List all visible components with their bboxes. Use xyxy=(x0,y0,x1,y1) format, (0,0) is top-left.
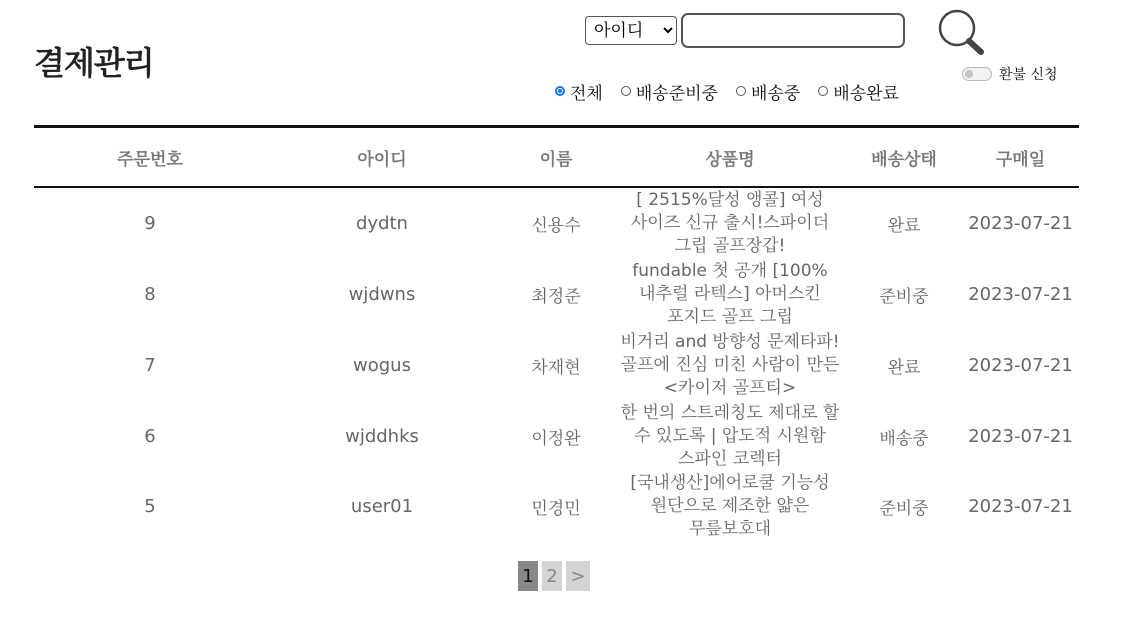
radio-delivered[interactable] xyxy=(818,86,828,96)
magnifier-icon xyxy=(933,8,985,56)
order-no-cell: 7 xyxy=(144,355,156,376)
name-cell: 민경민 xyxy=(531,499,581,519)
radio-shipping[interactable] xyxy=(736,86,746,96)
col-status: 배송상태 xyxy=(846,127,962,188)
order-no-cell: 8 xyxy=(144,284,156,305)
product-cell: [국내생산]에어로쿨 기능성 원단으로 제조한 얇은 무릎보호대 xyxy=(630,473,830,539)
refund-toggle[interactable] xyxy=(962,64,1058,84)
orders-table xyxy=(34,125,1079,541)
user-id-cell: dydtn xyxy=(356,213,408,234)
filter-shipping[interactable] xyxy=(736,79,800,104)
page-title: 결제관리 xyxy=(34,44,154,82)
status-cell: 완료 xyxy=(887,216,921,236)
date-cell: 2023-07-21 xyxy=(968,496,1073,517)
date-cell: 2023-07-21 xyxy=(968,426,1073,447)
page-2-button[interactable]: 2 xyxy=(542,561,562,591)
table-header-row xyxy=(34,127,1079,188)
date-cell: 2023-07-21 xyxy=(968,213,1073,234)
col-date: 구매일 xyxy=(962,127,1079,188)
product-cell: 비거리 and 방향성 문제타파! 골프에 진심 미친 사람이 만든 <카이저 골프티> xyxy=(620,332,840,398)
col-order-no: 주문번호 xyxy=(34,127,266,188)
filter-shipping-label: 배송중 xyxy=(750,83,801,104)
table-row[interactable] xyxy=(34,472,1079,541)
radio-all[interactable] xyxy=(555,86,565,96)
radio-preparing[interactable] xyxy=(621,86,631,96)
refund-label: 환불 신청 xyxy=(999,67,1058,83)
page-1-button[interactable]: 1 xyxy=(518,561,538,591)
name-cell: 신용수 xyxy=(531,216,581,236)
name-cell: 이정완 xyxy=(531,429,581,449)
table-row[interactable] xyxy=(34,259,1079,330)
order-no-cell: 5 xyxy=(144,496,156,517)
user-id-cell: wogus xyxy=(353,355,411,376)
filter-delivered[interactable] xyxy=(818,79,899,104)
name-cell: 최정준 xyxy=(531,287,581,307)
refund-switch[interactable] xyxy=(962,67,992,81)
status-cell: 배송중 xyxy=(879,429,929,449)
order-no-cell: 9 xyxy=(144,213,156,234)
date-cell: 2023-07-21 xyxy=(968,284,1073,305)
table-row[interactable] xyxy=(34,187,1079,259)
filter-delivered-label: 배송완료 xyxy=(833,83,899,104)
date-cell: 2023-07-21 xyxy=(968,355,1073,376)
filter-preparing-label: 배송준비중 xyxy=(635,83,718,104)
status-cell: 준비중 xyxy=(879,499,929,519)
table-row[interactable] xyxy=(34,401,1079,472)
user-id-cell: user01 xyxy=(350,496,414,517)
name-cell: 차재현 xyxy=(531,358,581,378)
product-cell: fundable 첫 공개 [100% 내추럴 라텍스] 아머스킨 포지드 골프 그립 xyxy=(632,261,828,327)
filter-all[interactable] xyxy=(555,79,603,104)
search-button[interactable] xyxy=(933,8,985,56)
order-no-cell: 6 xyxy=(144,426,156,447)
col-user-id: 아이디 xyxy=(266,127,498,188)
switch-knob xyxy=(965,70,973,78)
status-filter xyxy=(555,80,899,102)
table-row[interactable] xyxy=(34,330,1079,401)
status-cell: 준비중 xyxy=(879,287,929,307)
next-page-button[interactable]: > xyxy=(566,561,590,591)
col-name: 이름 xyxy=(498,127,614,188)
user-id-cell: wjddhks xyxy=(345,426,419,447)
search-input[interactable] xyxy=(681,13,905,48)
col-product: 상품명 xyxy=(614,127,846,188)
product-cell: 한 번의 스트레칭도 제대로 할 수 있도록 | 압도적 시원함 스파인 코렉터 xyxy=(620,403,840,469)
search-field-select[interactable] xyxy=(585,16,677,45)
filter-all-label: 전체 xyxy=(570,83,603,104)
user-id-cell: wjdwns xyxy=(348,284,416,305)
product-cell: [ 2515%달성 앵콜] 여성 사이즈 신규 출시!스파이더 그립 골프장갑! xyxy=(630,190,830,256)
pagination xyxy=(518,561,590,591)
filter-preparing[interactable] xyxy=(621,79,718,104)
status-cell: 완료 xyxy=(887,358,921,378)
